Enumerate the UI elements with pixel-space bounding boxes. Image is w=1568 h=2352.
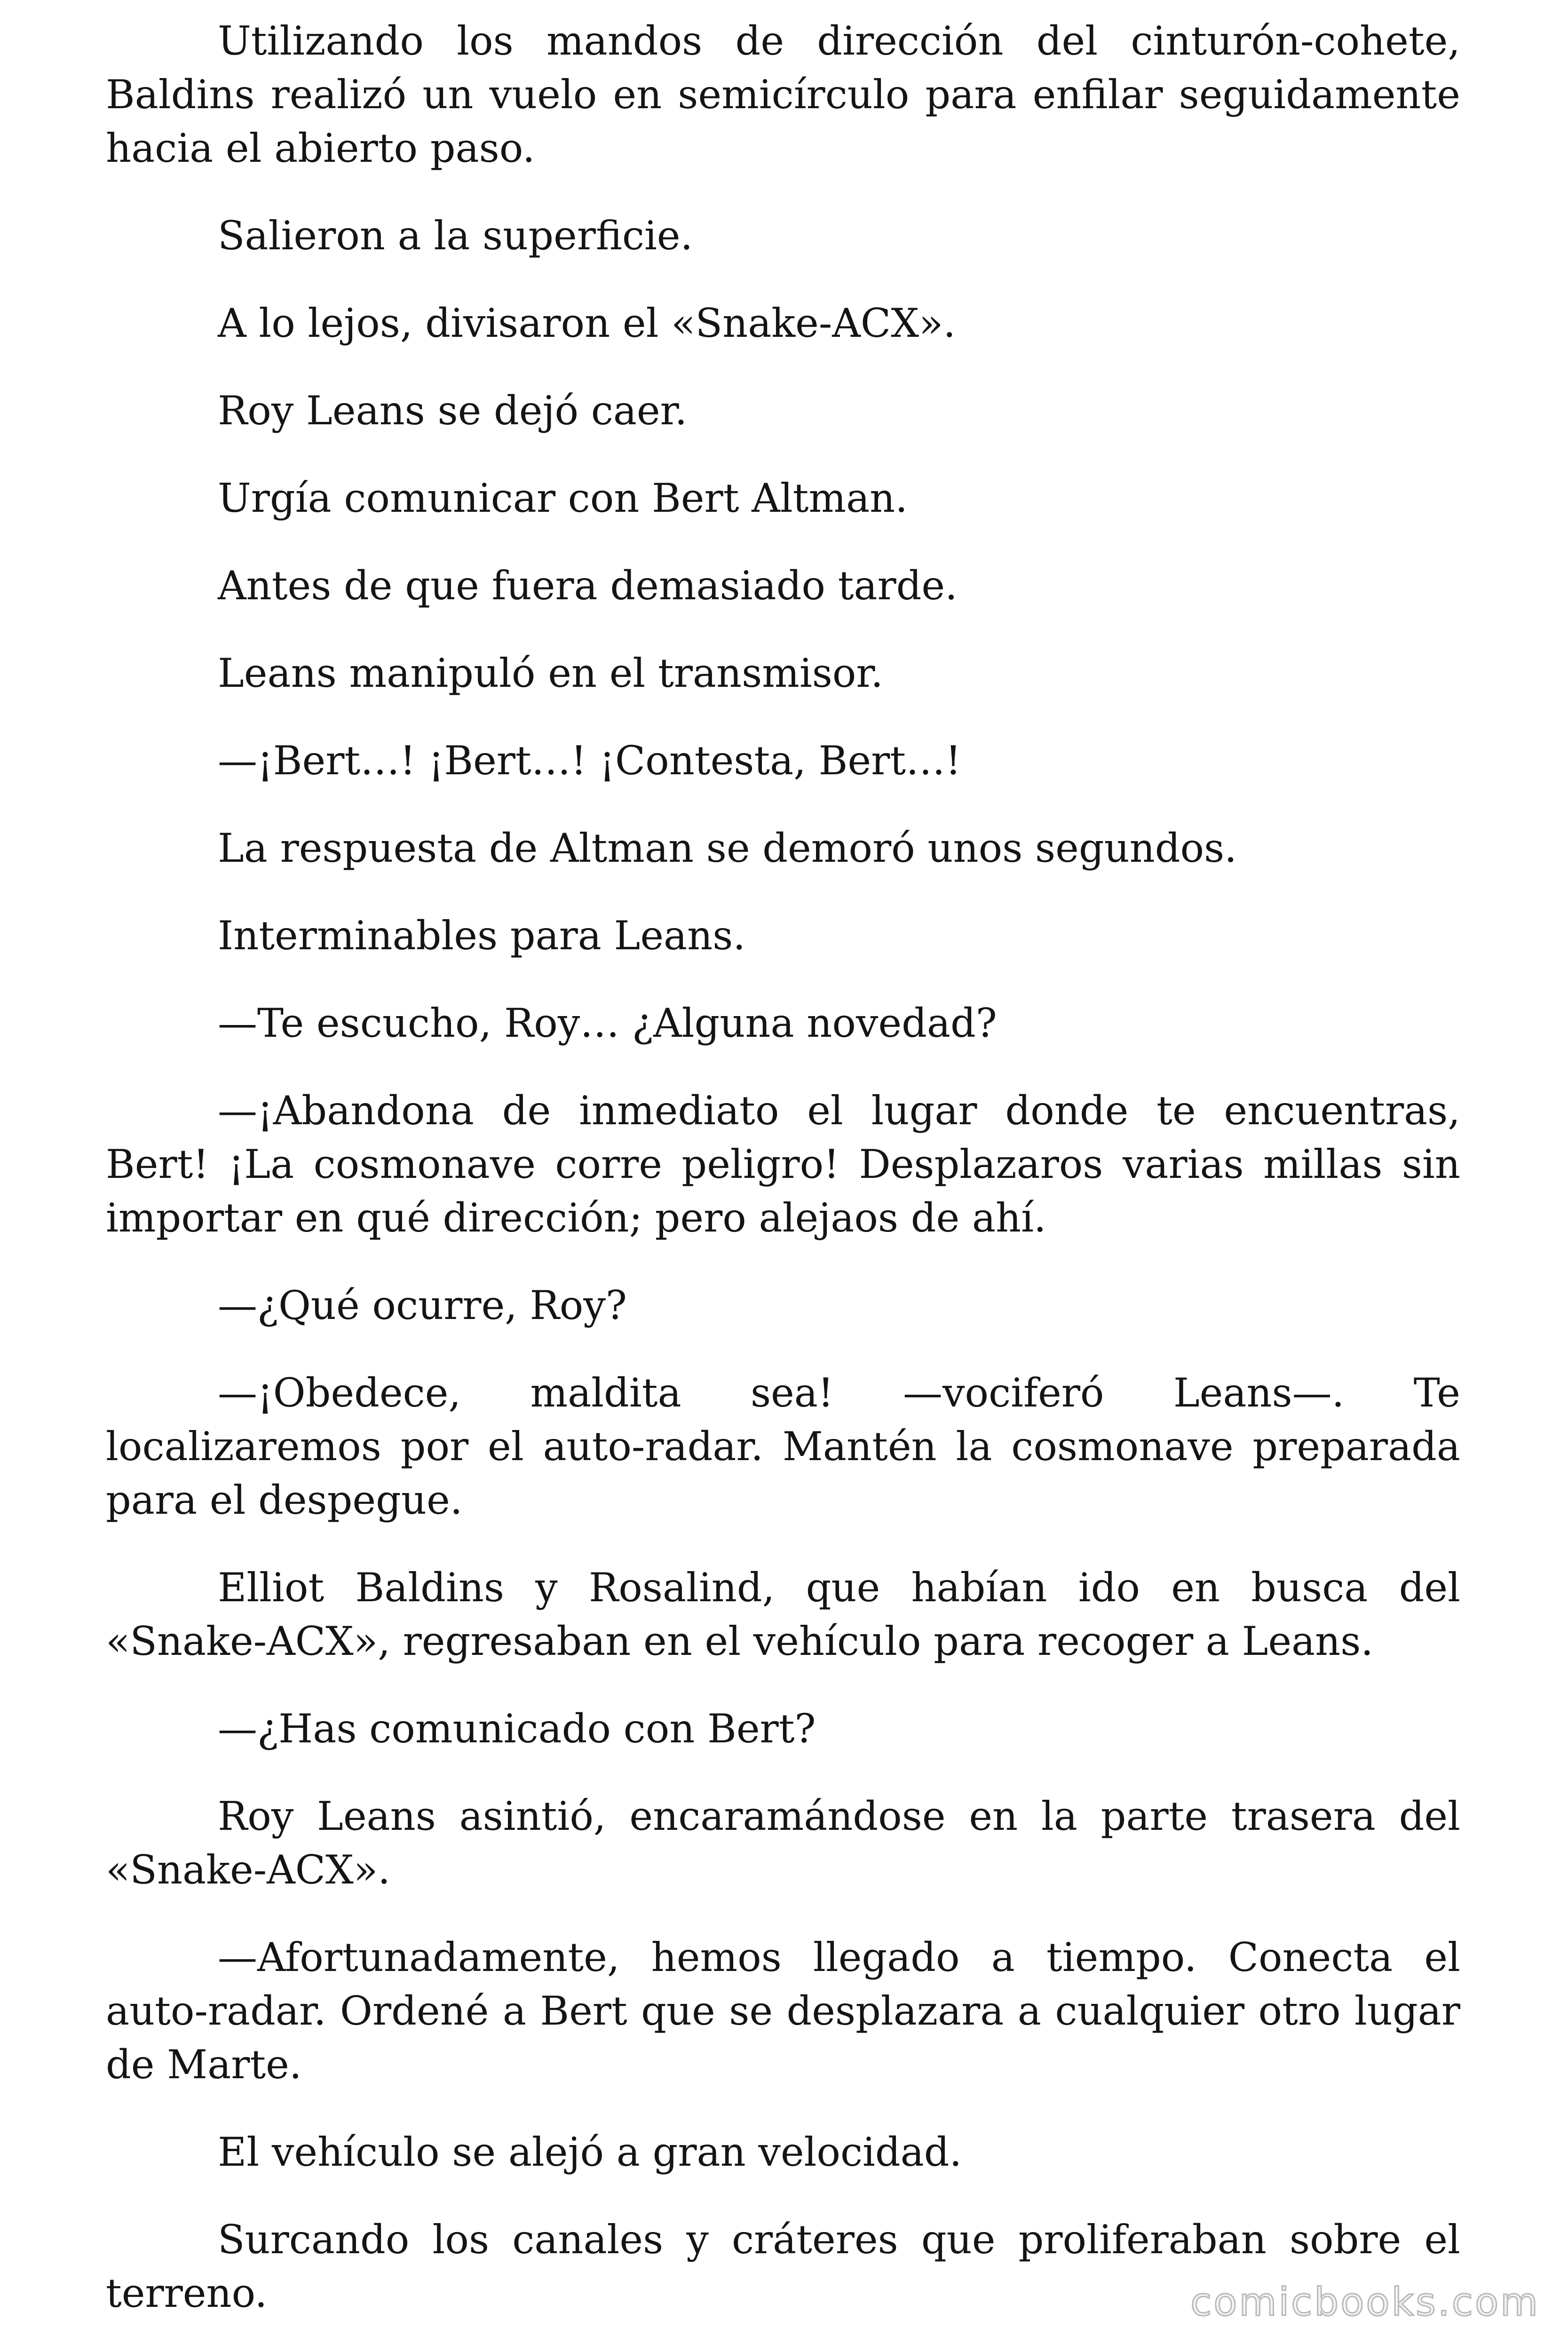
- paragraph: La respuesta de Altman se demoró unos segundos.: [218, 825, 1237, 871]
- paragraph: —¡Bert…! ¡Bert…! ¡Contesta, Bert…!: [218, 738, 961, 784]
- paragraph: Salieron a la superficie.: [218, 213, 693, 259]
- paragraph: A lo lejos, divisaron el «Snake-ACX».: [218, 300, 956, 346]
- page-body: [106, 14, 1460, 2320]
- paragraph: Utilizando los mandos de dirección del cinturón-cohete, Baldins realizó un vuelo en semicírculo para enfilar seguidamente hacia el abierto paso.: [106, 18, 1460, 171]
- paragraph: Surcando los canales y cráteres que proliferaban sobre el terreno.: [106, 2217, 1460, 2316]
- paragraph: —Afortunadamente, hemos llegado a tiempo. Conecta el auto-radar. Ordené a Bert que se desplazara a cualquier otro lugar de Marte.: [106, 1934, 1460, 2088]
- paragraph: —¿Has comunicado con Bert?: [218, 1706, 816, 1752]
- watermark-logo: comicbooks.com: [1190, 2280, 1540, 2325]
- paragraph: —¿Qué ocurre, Roy?: [218, 1282, 627, 1328]
- paragraph: Roy Leans asintió, encaramándose en la parte trasera del «Snake-ACX».: [106, 1793, 1460, 1893]
- paragraph: —Te escucho, Roy… ¿Alguna novedad?: [218, 1000, 997, 1046]
- paragraph: —¡Obedece, maldita sea! —vociferó Leans—. Te localizaremos por el auto-radar. Mantén la cosmonave preparada para el despegue.: [106, 1370, 1460, 1523]
- paragraph: El vehículo se alejó a gran velocidad.: [218, 2129, 962, 2175]
- paragraph: Interminables para Leans.: [218, 913, 746, 959]
- paragraph: Leans manipuló en el transmisor.: [218, 650, 883, 696]
- paragraph: Antes de que fuera demasiado tarde.: [218, 563, 958, 609]
- paragraph: Roy Leans se dejó caer.: [218, 388, 688, 434]
- paragraph: —¡Abandona de inmediato el lugar donde te encuentras, Bert! ¡La cosmonave corre peligro! Desplazaros varias millas sin importar en qué dirección; pero alejaos de ahí.: [106, 1088, 1460, 1241]
- paragraph: Urgía comunicar con Bert Altman.: [218, 475, 908, 521]
- paragraph: Elliot Baldins y Rosalind, que habían ido en busca del «Snake-ACX», regresaban en el vehículo para recoger a Leans.: [106, 1565, 1460, 1664]
